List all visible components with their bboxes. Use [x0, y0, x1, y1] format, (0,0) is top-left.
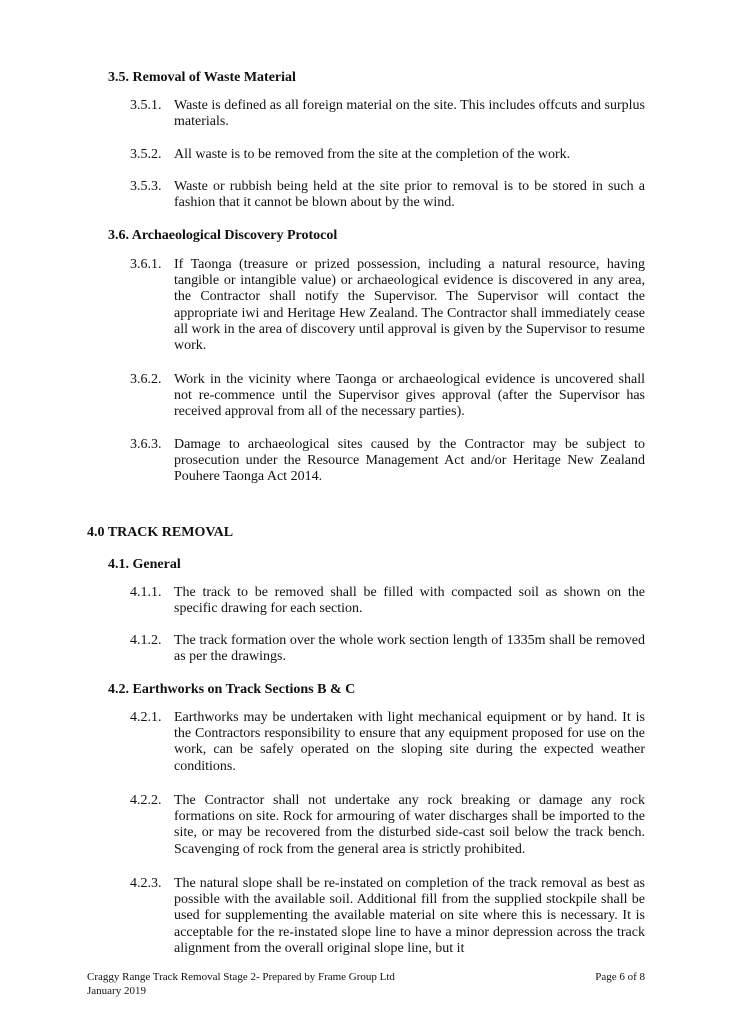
clause-number: 4.1.2.: [130, 633, 162, 648]
section-heading-3-6: 3.6. Archaeological Discovery Protocol: [108, 228, 338, 243]
clause-text: Earthworks may be undertaken with light mechanical equipment or by hand. It is the Contractors responsibility to ensure that any equipment proposed for use on the work, can be safely operated on the sloping site during the expected weather conditions.: [174, 710, 645, 774]
section-heading-3-5: 3.5. Removal of Waste Material: [108, 70, 296, 85]
clause-4-1-2: [130, 633, 645, 665]
clause-text: The track to be removed shall be filled with compacted soil as shown on the specific drawing for each section.: [174, 585, 645, 617]
clause-number: 4.2.1.: [130, 710, 162, 725]
clause-number: 4.2.3.: [130, 876, 162, 891]
clause-3-5-1: [130, 98, 645, 130]
footer-page-number: Page 6 of 8: [595, 971, 645, 983]
clause-number: 3.5.1.: [130, 98, 162, 113]
section-heading-4-1: 4.1. General: [108, 557, 181, 572]
clause-4-2-3: [130, 876, 645, 957]
clause-text: All waste is to be removed from the site at the completion of the work.: [174, 147, 571, 162]
clause-number: 3.6.2.: [130, 372, 162, 387]
clause-4-2-1: [130, 710, 645, 775]
clause-text: The Contractor shall not undertake any rock breaking or damage any rock formations on site. Rock for armouring of water discharges shall be imported to the site, or may be recovered from the disturbed side-cast soil below the track bench. Scavenging of rock from the general area is strictly prohibited.: [174, 793, 645, 857]
clause-3-5-3: [130, 179, 645, 211]
clause-text: Waste is defined as all foreign material on the site. This includes offcuts and surplus materials.: [174, 98, 645, 130]
footer-date: January 2019: [87, 984, 146, 997]
clause-number: 3.5.3.: [130, 179, 162, 194]
clause-number: 3.6.1.: [130, 257, 162, 272]
footer-left: [87, 971, 395, 998]
clause-text: Work in the vicinity where Taonga or archaeological evidence is uncovered shall not re-commence until the Supervisor gives approval (after the Supervisor has received approval from all of the necessary parties).: [174, 372, 645, 420]
clause-4-1-1: [130, 585, 645, 617]
clause-3-6-2: [130, 372, 645, 421]
clause-number: 3.5.2.: [130, 147, 162, 162]
section-heading-4-2: 4.2. Earthworks on Track Sections B & C: [108, 682, 356, 697]
clause-4-2-2: [130, 793, 645, 858]
clause-3-6-3: [130, 437, 645, 486]
clause-text: The track formation over the whole work section length of 1335m shall be removed as per the drawings.: [174, 633, 645, 665]
clause-text: Waste or rubbish being held at the site prior to removal is to be stored in such a fashion that it cannot be blown about by the wind.: [174, 179, 645, 211]
clause-text: If Taonga (treasure or prized possession, including a natural resource, having tangible or intangible value) or archaeological evidence is discovered in any area, the Contractor shall notify the Supervisor. The Supervisor will contact the appropriate iwi and Heritage Hew Zealand. The Contractor shall immediately cease all work in the area of discovery until approval is given by the Supervisor to resume work.: [174, 257, 645, 354]
clause-3-5-2: [130, 147, 645, 163]
clause-number: 4.1.1.: [130, 585, 162, 600]
clause-3-6-1: [130, 257, 645, 354]
clause-text: The natural slope shall be re-instated on completion of the track removal as best as possible with the available soil. Additional fill from the supplied stockpile shall be used for supplementing the available material on site where this is necessary. It is acceptable for the re-instated slope line to have a minor depression across the track alignment from the overall original slope line, but it: [174, 876, 645, 956]
section-heading-4-0: 4.0 TRACK REMOVAL: [87, 525, 234, 540]
footer-document-title: Craggy Range Track Removal Stage 2- Prepared by Frame Group Ltd: [87, 971, 395, 983]
clause-number: 4.2.2.: [130, 793, 162, 808]
clause-text: Damage to archaeological sites caused by the Contractor may be subject to prosecution under the Resource Management Act and/or Heritage New Zealand Pouhere Taonga Act 2014.: [174, 437, 645, 485]
clause-number: 3.6.3.: [130, 437, 162, 452]
